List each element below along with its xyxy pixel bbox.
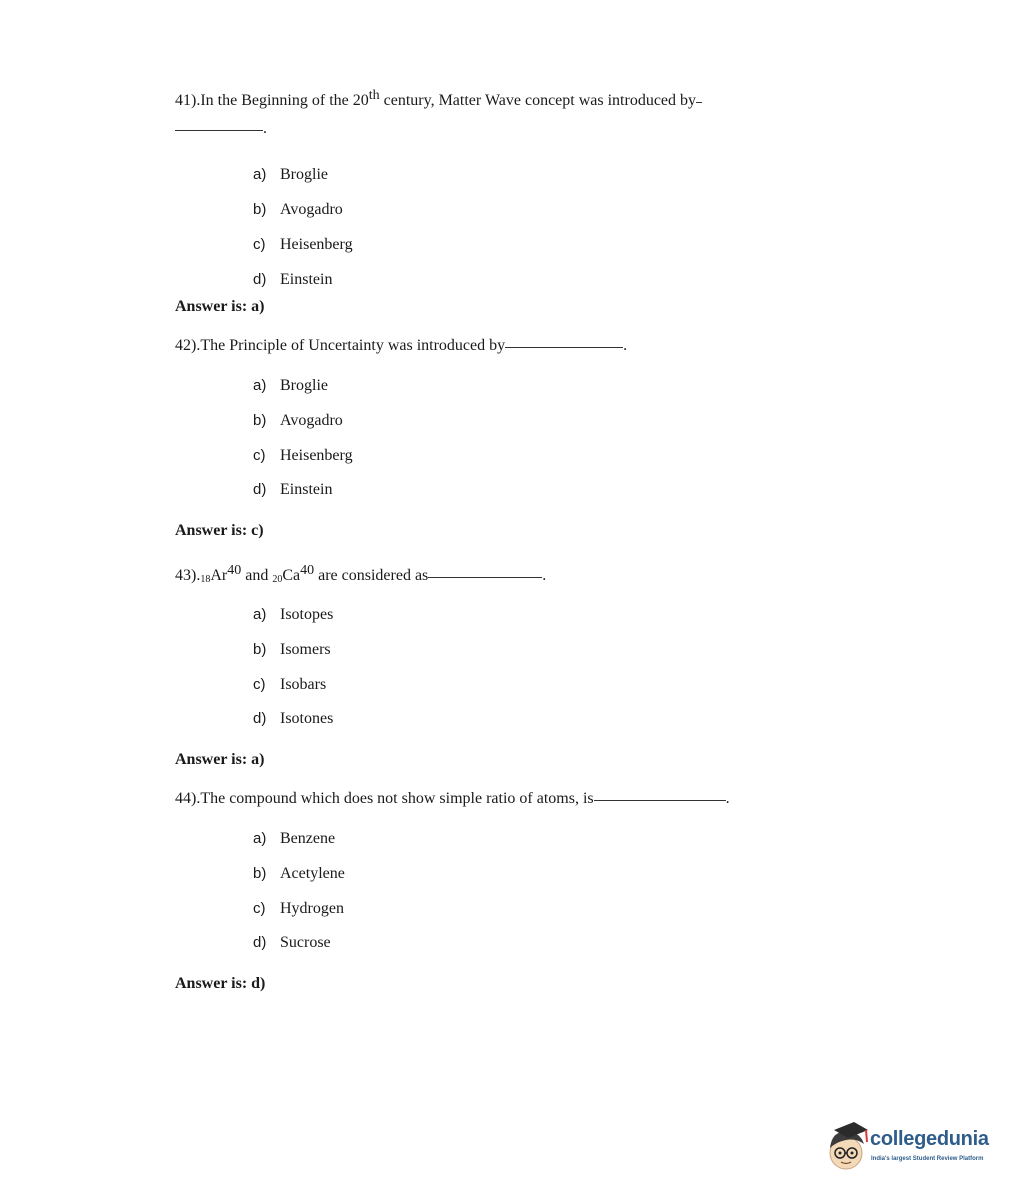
- answer-42: Answer is: c): [175, 522, 264, 539]
- question-41: 41).In the Beginning of the 20th century, Matter Wave concept was introduced by: [175, 88, 702, 110]
- answer-blank: [696, 101, 702, 103]
- option-42-c: c) Heisenberg: [253, 447, 353, 464]
- student-mascot-icon: [826, 1120, 870, 1172]
- question-42: 42).The Principle of Uncertainty was introduced by .: [175, 337, 628, 354]
- option-44-a: a) Benzene: [253, 830, 336, 847]
- option-41-d: d) Einstein: [253, 271, 333, 288]
- collegedunia-logo[interactable]: collegedunia India's largest Student Review Platform: [826, 1120, 996, 1172]
- option-44-b: b) Acetylene: [253, 865, 345, 882]
- option-42-d: d) Einstein: [253, 481, 333, 498]
- option-42-b: b) Avogadro: [253, 412, 343, 429]
- option-41-a: a) Broglie: [253, 166, 328, 183]
- option-43-b: b) Isomers: [253, 641, 331, 658]
- answer-blank: [505, 346, 623, 348]
- answer-43: Answer is: a): [175, 751, 265, 768]
- answer-blank: [175, 129, 263, 131]
- option-41-b: b) Avogadro: [253, 201, 343, 218]
- option-43-c: c) Isobars: [253, 676, 327, 693]
- answer-41: Answer is: a): [175, 298, 265, 315]
- answer-blank: [428, 576, 542, 578]
- option-44-c: c) Hydrogen: [253, 900, 344, 917]
- option-42-a: a) Broglie: [253, 377, 328, 394]
- option-44-d: d) Sucrose: [253, 934, 331, 951]
- answer-44: Answer is: d): [175, 975, 266, 992]
- question-41-continuation: .: [175, 120, 267, 138]
- option-43-a: a) Isotopes: [253, 606, 334, 623]
- option-43-d: d) Isotones: [253, 710, 334, 727]
- question-44: 44).The compound which does not show simple ratio of atoms, is .: [175, 790, 730, 807]
- answer-blank: [594, 799, 726, 801]
- question-43: $43)._{18}Ar^{40}$ and $_{20}Ca^{40}$ are considered as .: [175, 563, 547, 585]
- option-41-c: c) Heisenberg: [253, 236, 353, 253]
